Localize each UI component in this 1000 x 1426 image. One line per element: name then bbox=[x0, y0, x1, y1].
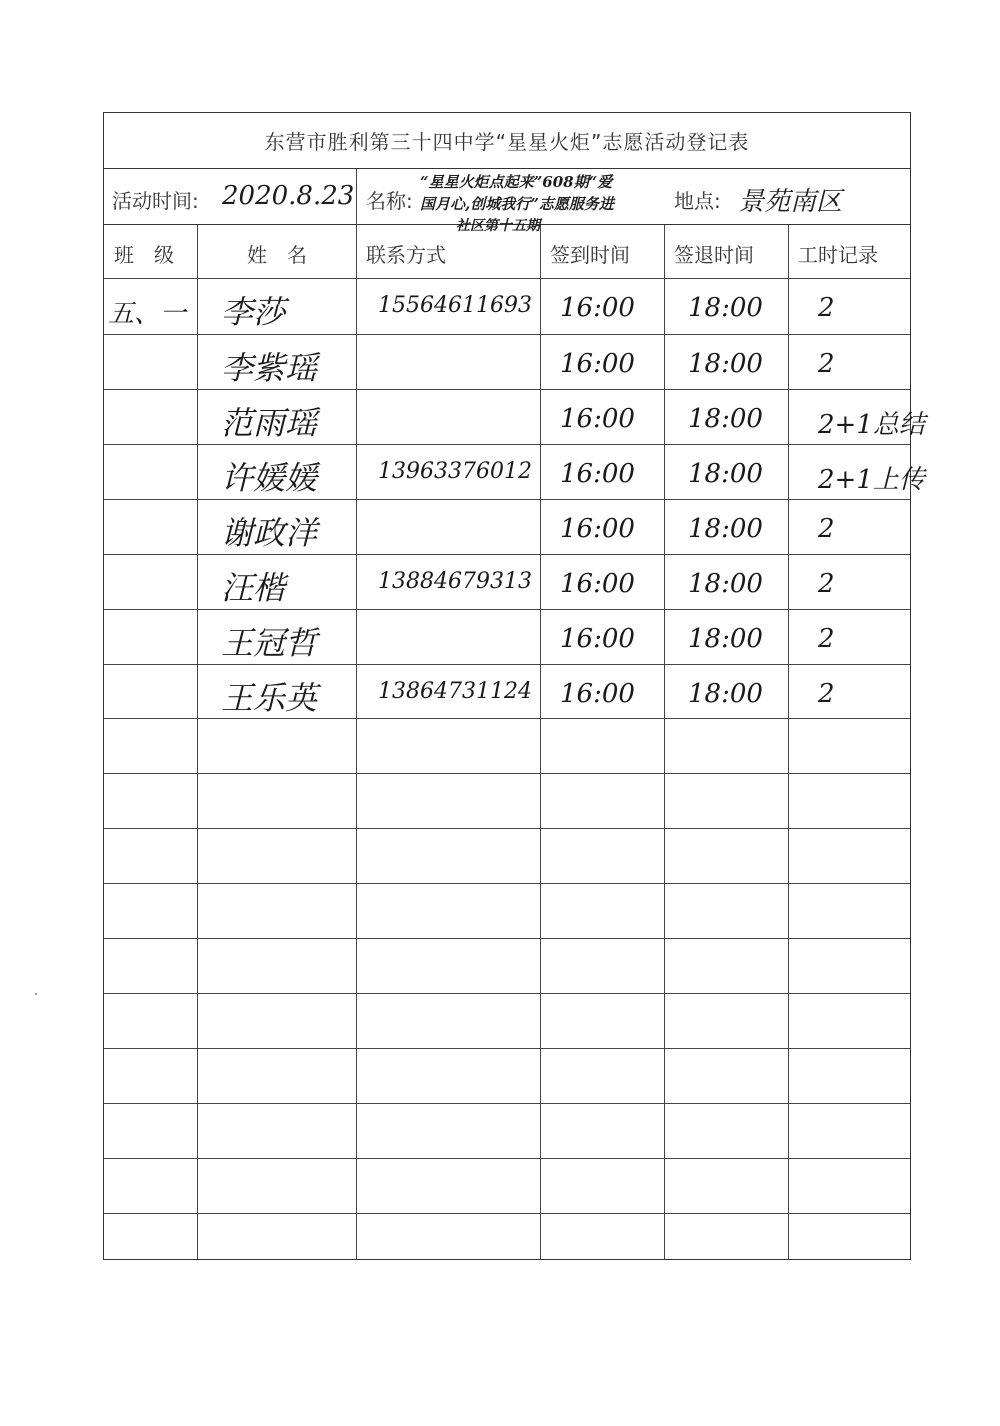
cell-name: 王冠哲 bbox=[221, 624, 318, 662]
column-header: 班 级 bbox=[114, 243, 174, 267]
table-row bbox=[104, 1159, 910, 1214]
cell-class: 五、一 bbox=[108, 299, 187, 329]
activity-name-label: 名称: bbox=[366, 189, 413, 213]
registration-form bbox=[103, 112, 925, 1260]
table-row bbox=[104, 390, 925, 445]
cell-contact: 13864731124 bbox=[378, 679, 532, 704]
location-value: 景苑南区 bbox=[738, 187, 843, 217]
column-divider bbox=[788, 225, 789, 1259]
cell-hours: 2 bbox=[818, 624, 835, 654]
table-row bbox=[104, 719, 910, 774]
cell-sign-in: 16:00 bbox=[560, 459, 635, 489]
cell-sign-in: 16:00 bbox=[560, 569, 635, 599]
divider bbox=[356, 169, 357, 225]
cell-name: 李莎 bbox=[221, 293, 286, 331]
cell-sign-out: 18:00 bbox=[688, 569, 763, 599]
cell-contact: 13884679313 bbox=[378, 569, 532, 594]
scan-speck bbox=[35, 993, 37, 995]
table-row bbox=[104, 829, 910, 884]
column-divider bbox=[664, 225, 665, 1259]
activity-name-line1: “星星火炬点起来”608期“爱 bbox=[420, 173, 613, 191]
cell-contact: 15564611693 bbox=[378, 293, 532, 318]
cell-hours: 2 bbox=[818, 293, 835, 323]
table-row bbox=[104, 939, 910, 994]
column-divider bbox=[356, 225, 357, 1259]
cell-name: 李紫瑶 bbox=[221, 349, 318, 387]
cell-hours: 2 bbox=[818, 679, 835, 709]
cell-sign-in: 16:00 bbox=[560, 404, 635, 434]
cell-name: 范雨瑶 bbox=[221, 404, 318, 442]
cell-name: 谢政洋 bbox=[221, 514, 318, 552]
cell-hours: 2+1上传 bbox=[818, 465, 925, 495]
cell-sign-in: 16:00 bbox=[560, 293, 635, 323]
cell-hours: 2 bbox=[818, 349, 835, 379]
table-row bbox=[104, 500, 910, 555]
table-row bbox=[104, 994, 910, 1049]
table-row bbox=[104, 1214, 910, 1259]
cell-name: 许媛媛 bbox=[221, 459, 318, 497]
column-header: 姓 名 bbox=[247, 243, 307, 267]
activity-name-line3: 社区第十五期 bbox=[456, 218, 540, 234]
column-header: 签到时间 bbox=[550, 243, 630, 267]
cell-sign-out: 18:00 bbox=[688, 679, 763, 709]
cell-hours: 2+1总结 bbox=[818, 410, 925, 440]
cell-name: 王乐英 bbox=[221, 679, 318, 717]
column-divider bbox=[540, 225, 541, 1259]
table-row bbox=[104, 279, 910, 335]
table-row bbox=[104, 665, 910, 719]
table-row bbox=[104, 610, 910, 665]
table-row bbox=[104, 1104, 910, 1159]
column-divider bbox=[197, 225, 198, 1259]
form-title: 东营市胜利第三十四中学“星星火炬”志愿活动登记表 bbox=[104, 113, 910, 169]
location-label: 地点: bbox=[674, 189, 721, 213]
table-row bbox=[104, 884, 910, 939]
cell-sign-out: 18:00 bbox=[688, 293, 763, 323]
table-row bbox=[104, 774, 910, 829]
table-row bbox=[104, 335, 910, 390]
cell-hours: 2 bbox=[818, 569, 835, 599]
activity-name-line2: 国月心,创城我行”志愿服务进 bbox=[420, 195, 614, 213]
cell-sign-in: 16:00 bbox=[560, 679, 635, 709]
table-header-row bbox=[104, 225, 910, 279]
table-row bbox=[104, 445, 925, 500]
column-header: 联系方式 bbox=[366, 243, 446, 267]
cell-hours: 2 bbox=[818, 514, 835, 544]
cell-sign-out: 18:00 bbox=[688, 514, 763, 544]
cell-sign-out: 18:00 bbox=[688, 404, 763, 434]
cell-contact: 13963376012 bbox=[378, 459, 532, 484]
activity-time-label: 活动时间: bbox=[112, 189, 199, 213]
cell-sign-out: 18:00 bbox=[688, 349, 763, 379]
cell-sign-in: 16:00 bbox=[560, 514, 635, 544]
cell-sign-in: 16:00 bbox=[560, 624, 635, 654]
cell-name: 汪楷 bbox=[221, 569, 286, 607]
column-header: 工时记录 bbox=[798, 243, 878, 267]
table-row bbox=[104, 555, 910, 610]
activity-time-value: 2020.8.23 bbox=[222, 181, 355, 211]
column-header: 签退时间 bbox=[674, 243, 754, 267]
cell-sign-out: 18:00 bbox=[688, 624, 763, 654]
activity-info-row bbox=[104, 169, 910, 234]
cell-sign-in: 16:00 bbox=[560, 349, 635, 379]
cell-sign-out: 18:00 bbox=[688, 459, 763, 489]
table-row bbox=[104, 1049, 910, 1104]
